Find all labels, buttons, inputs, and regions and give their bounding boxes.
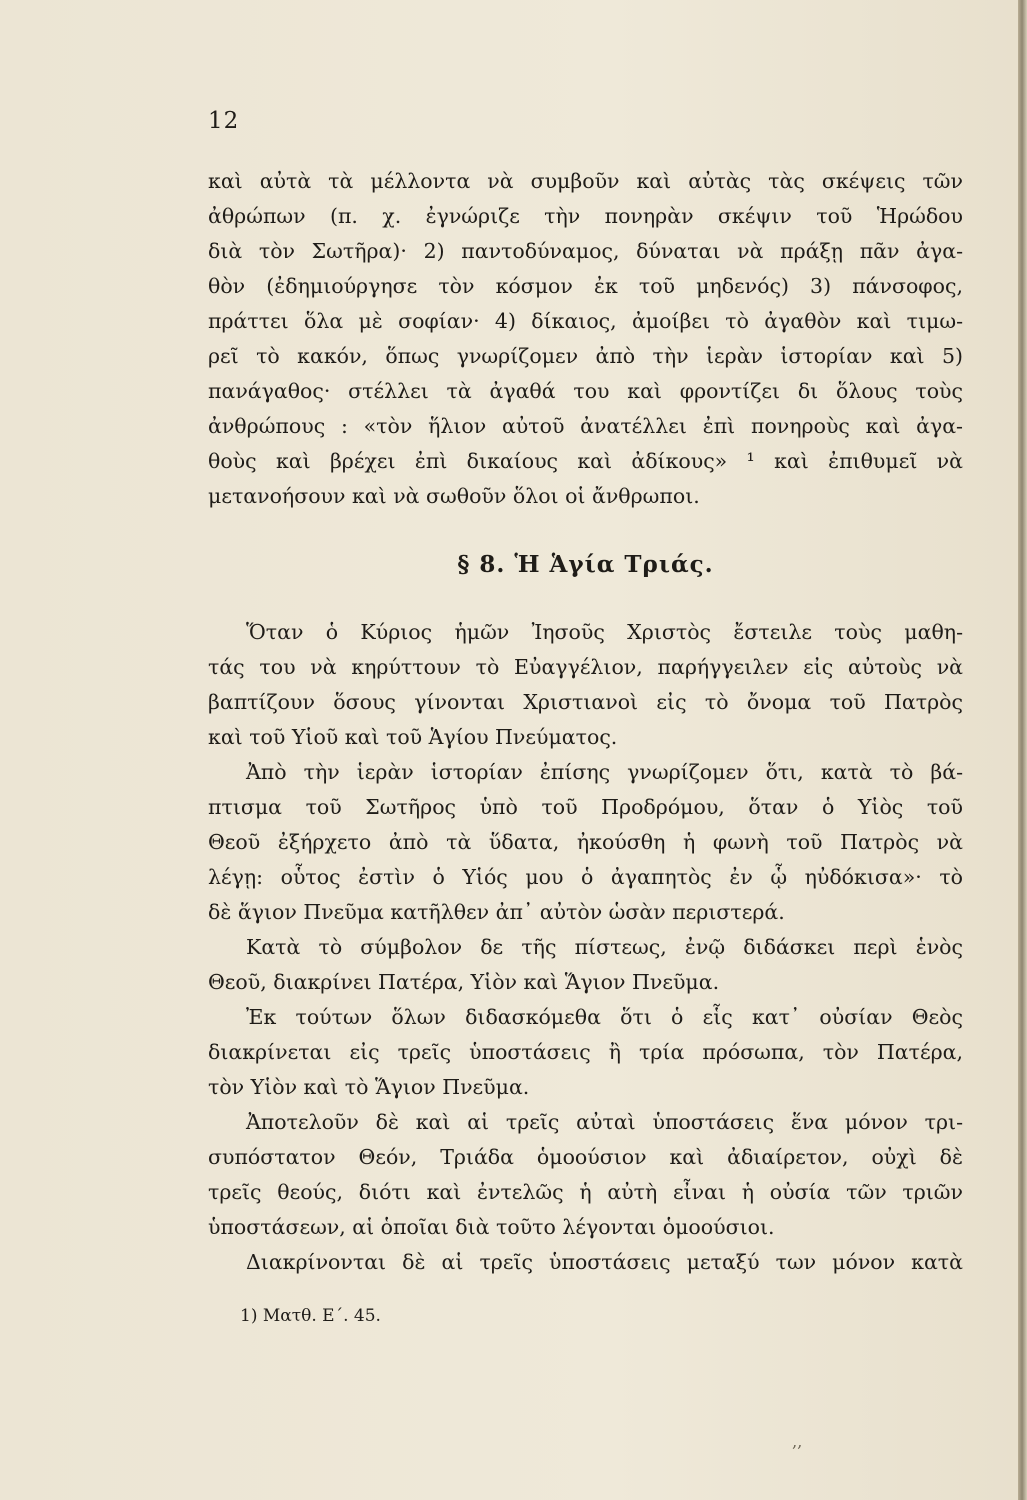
text-line: Διακρίνονται δὲ αἱ τρεῖς ὑποστάσεις μεταξύ των μόνον κατὰ [246,1250,963,1274]
text-line: πτισμα τοῦ Σωτῆρος ὑπὸ τοῦ Προδρόμου, ὅταν ὁ Υἱὸς τοῦ [208,795,963,819]
page-number: 12 [208,108,240,134]
text-line: καὶ τοῦ Υἱοῦ καὶ τοῦ Ἁγίου Πνεύματος. [208,725,618,749]
text-line: διακρίνεται εἰς τρεῖς ὑποστάσεις ἢ τρία πρόσωπα, τὸν Πατέρα, [208,1040,963,1064]
section-body [208,615,963,1280]
page-edge [1018,0,1027,1500]
text-line: βαπτίζουν ὅσους γίνονται Χριστιανοὶ εἰς τὸ ὄνομα τοῦ Πατρὸς [208,690,963,714]
text-line: λέγῃ: οὗτος ἐστὶν ὁ Υἱός μου ὁ ἀγαπητὸς ἐν ᾧ ηὐδόκισα»· τὸ [208,865,963,889]
text-line: πράττει ὅλα μὲ σοφίαν· 4) δίκαιος, ἀμοίβει τὸ ἀγαθὸν καὶ τιμω- [208,309,963,333]
section-heading: § 8. Ἡ Ἁγία Τριάς. [457,551,714,578]
text-line: Ἀποτελοῦν δὲ καὶ αἱ τρεῖς αὐταὶ ὑποστάσεις ἕνα μόνον τρι- [246,1110,963,1134]
footnote: 1) Ματθ. Ε΄. 45. [240,1306,381,1326]
text-line: Θεοῦ, διακρίνει Πατέρα, Υἱὸν καὶ Ἅγιον Πνεῦμα. [208,970,720,994]
text-line: Κατὰ τὸ σύμβολον δε τῆς πίστεως, ἐνῷ διδάσκει περὶ ἑνὸς [246,935,963,959]
text-line: θοὺς καὶ βρέχει ἐπὶ δικαίους καὶ ἀδίκους» ¹ καὶ ἐπιθυμεῖ νὰ [208,449,963,473]
text-line: Ὅταν ὁ Κύριος ἡμῶν Ἰησοῦς Χριστὸς ἔστειλε τοὺς μαθη- [246,620,963,644]
text-line: Ἀπὸ τὴν ἱερὰν ἱστορίαν ἐπίσης γνωρίζομεν ὅτι, κατὰ τὸ βά- [246,760,963,784]
text-line: καὶ αὐτὰ τὰ μέλλοντα νὰ συμβοῦν καὶ αὐτὰς τὰς σκέψεις τῶν [208,169,963,193]
text-line: ἀθρώπων (π. χ. ἐγνώριζε τὴν πονηρὰν σκέψιν τοῦ Ἡρώδου [208,204,963,228]
text-line: Ἐκ τούτων ὅλων διδασκόμεθα ὅτι ὁ εἷς κατ᾿ οὐσίαν Θεὸς [246,1005,963,1029]
text-line: τρεῖς θεούς, διότι καὶ ἐντελῶς ἡ αὐτὴ εἶναι ἡ οὐσία τῶν τριῶν [208,1180,963,1204]
text-line: συπόστατον Θεόν, Τριάδα ὁμοούσιον καὶ ἀδιαίρετον, οὐχὶ δὲ [208,1145,963,1169]
opening-paragraph [208,164,963,514]
text-line: Θεοῦ ἐξήρχετο ἀπὸ τὰ ὕδατα, ἠκούσθη ἡ φωνὴ τοῦ Πατρὸς νὰ [208,830,963,854]
text-line: τάς του νὰ κηρύττουν τὸ Εὐαγγέλιον, παρήγγειλεν εἰς αὐτοὺς νὰ [208,655,963,679]
text-line: πανάγαθος· στέλλει τὰ ἀγαθά του καὶ φροντίζει δι ὅλους τοὺς [208,379,963,403]
text-line: ὑποστάσεων, αἱ ὁποῖαι διὰ τοῦτο λέγονται ὁμοούσιοι. [208,1215,775,1239]
text-line: μετανοήσουν καὶ νὰ σωθοῦν ὅλοι οἱ ἄνθρωποι. [208,484,700,508]
stray-mark: ‚‚ [792,1432,803,1451]
text-line: θὸν (ἐδημιούργησε τὸν κόσμον ἐκ τοῦ μηδενός) 3) πάνσοφος, [208,274,963,298]
text-line: δὲ ἅγιον Πνεῦμα κατῆλθεν ἀπ᾿ αὐτὸν ὡσὰν περιστερά. [208,900,785,924]
text-line: ἀνθρώπους : «τὸν ἥλιον αὐτοῦ ἀνατέλλει ἐπὶ πονηροὺς καὶ ἀγα- [208,414,963,438]
text-line: τὸν Υἱὸν καὶ τὸ Ἅγιον Πνεῦμα. [208,1075,530,1099]
text-line: διὰ τὸν Σωτῆρα)· 2) παντοδύναμος, δύναται νὰ πράξῃ πᾶν ἀγα- [208,239,963,263]
text-line: ρεῖ τὸ κακόν, ὅπως γνωρίζομεν ἀπὸ τὴν ἱερὰν ἱστορίαν καὶ 5) [208,344,963,368]
